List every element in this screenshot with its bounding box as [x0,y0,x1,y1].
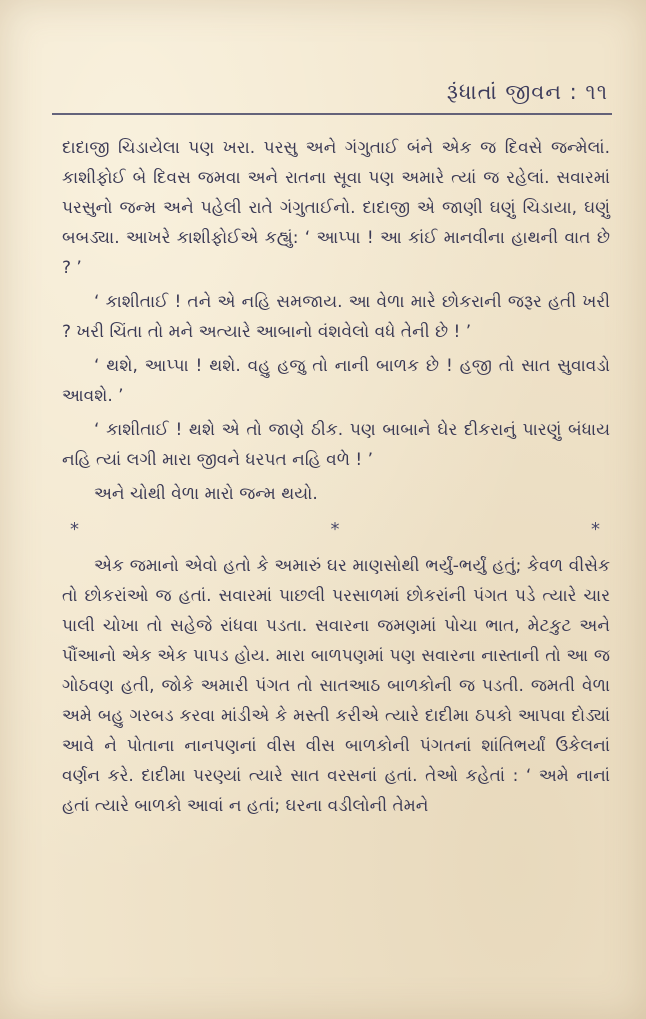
paragraph-1: દાદાજી ચિડાયેલા પણ ખરા. પરસુ અને ગંગુતાઈ બંને એક જ દિવસે જન્મેલાં. કાશીફોઈ બે દિવસ જમવા અને રાતના સૂવા પણ અમારે ત્યાં જ રહેલાં. સવારમાં પરસુનો જન્મ અને પહેલી રાતે ગંગુતાઈનો. દાદાજી એ જાણી ઘણું ચિડાયા, ઘણું બબડ્યા. આખરે કાશીફોઈએ કહ્યું: ‘ આપ્પા ! આ કાંઈ માનવીના હાથની વાત છે ? ’ [62,138,610,278]
separator-star: * [330,519,340,540]
separator-star: * [70,519,79,540]
header-rule [52,113,612,115]
paragraph-2: ‘ કાશીતાઈ ! તને એ નહિ સમજાય. આ વેળા મારે છોકરાની જરૂર હતી ખરી ? ખરી ચિંતા તો મને અત્યારે આબાનો વંશવેલો વધે તેની છે ! ’ [62,292,610,342]
body-text [62,133,610,825]
paragraph-6: એક જમાનો એવો હતો કે અમારું ઘર માણસોથી ભર્યું-ભર્યું હતું; કેવળ વીસેક તો છોકરાંઓ જ હતાં. સવારમાં પાછલી પરસાળમાં છોકરાંની પંગત પડે ત્યારે ચાર પાલી ચોખા તો સહેજે રાંધવા પડતા. સવારના જમણમાં પોચા ભાત, મેટકુટ અને પૌંઆનો એક એક પાપડ હોય. મારા બાળપણમાં પણ સવારના નાસ્તાની તો આ જ ગોઠવણ હતી, જોકે અમારી પંગત તો સાતઆઠ બાળકોની જ પડતી. જમતી વેળા અમે બહુ ગરબડ કરવા માંડીએ કે મસ્તી કરીએ ત્યારે દાદીમા ઠપકો આપવા દોડ્યાં આવે ને પોતાના નાનપણનાં વીસ વીસ બાળકોની પંગતનાં શાંતિભર્યાં ઉકેલનાં વર્ણન કરે. દાદીમા પરણ્યાં ત્યારે સાત વરસનાં હતાં. તેઓ કહેતાં : ‘ અમે નાનાં હતાં ત્યારે બાળકો આવાં ન હતાં; ઘરના વડીલોની તેમને [62,556,610,816]
separator-star: * [591,519,600,540]
paragraph-3: ‘ થશે, આપ્પા ! થશે. વહુ હજુ તો નાની બાળક છે ! હજી તો સાત સુવાવડો આવશે. ’ [62,356,610,406]
running-head: રૂંધાતાં જીવન : ૧૧ [446,80,608,104]
paragraph-4: ‘ કાશીતાઈ ! થશે એ તો જાણે ઠીક. પણ બાબાને ઘેર દીકરાનું પારણું બંધાય નહિ ત્યાં લગી મારા જીવને ધરપત નહિ વળે ! ’ [62,420,610,470]
section-separator [62,515,610,545]
paragraph-5: અને ચોથી વેળા મારો જન્મ થયો. [94,484,318,504]
